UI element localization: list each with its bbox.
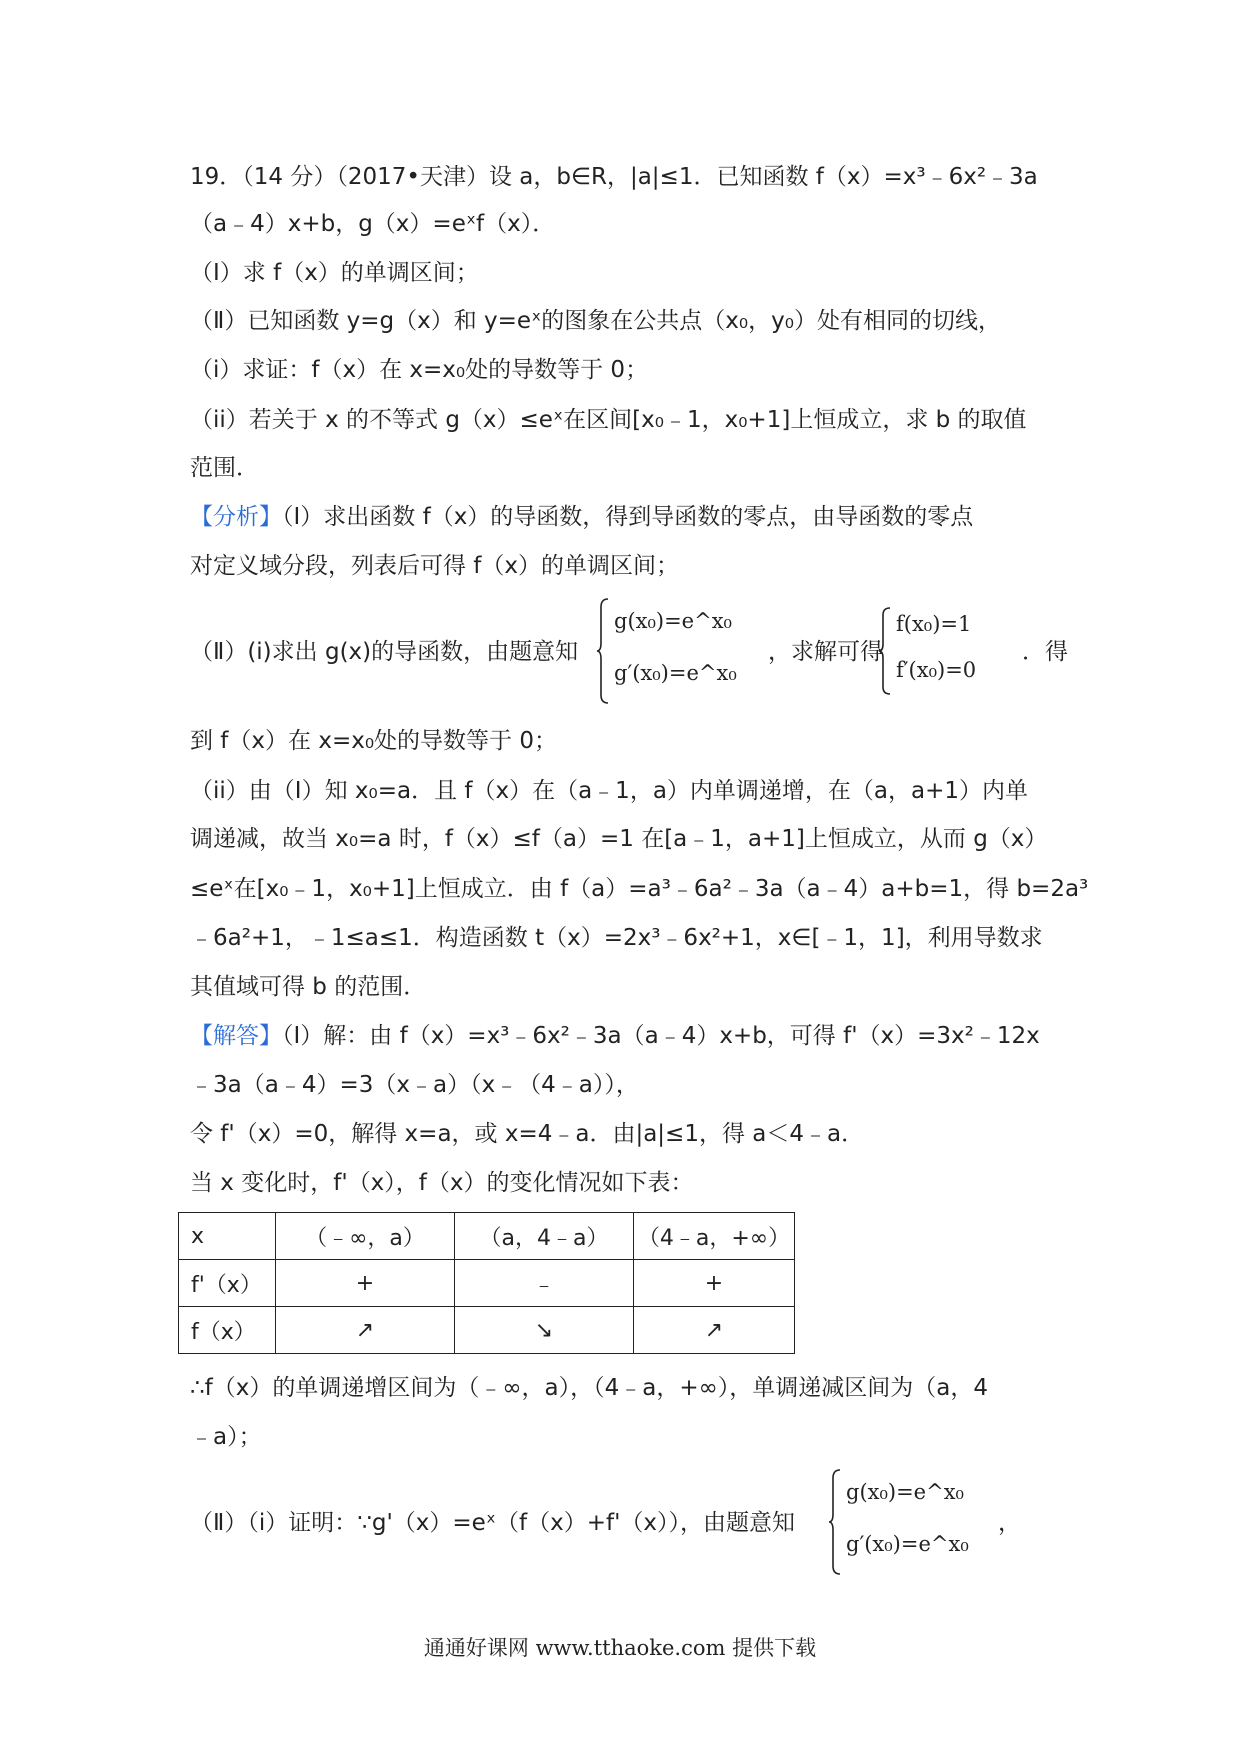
problem-part-2i: （i）求证：f（x）在 x=x₀处的导数等于 0； [190, 357, 649, 383]
analysis-line-1 [190, 500, 973, 534]
system-3-equation-2: g′(x₀)=e^x₀ [846, 1532, 969, 1556]
answer-line-7: （Ⅱ）（i）证明：∵g'（x）=eˣ（f（x）+f'（x）），由题意知 [190, 1510, 796, 1536]
brace-icon [596, 597, 610, 705]
problem-line-1: 19．（14 分）（2017•天津）设 a，b∈R，|a|≤1．已知函数 f（x）=x³﹣6x²﹣3a [190, 164, 1038, 190]
table-cell: ↘ [455, 1307, 634, 1354]
formula-system-2 [878, 606, 1028, 696]
answer-line-4: 当 x 变化时，f'（x），f（x）的变化情况如下表： [190, 1170, 694, 1196]
analysis-line-3-mid: ，求解可得 [768, 639, 883, 665]
formula-system-1 [596, 597, 766, 705]
problem-part-1: （Ⅰ）求 f（x）的单调区间； [190, 260, 479, 286]
table-cell: x [179, 1213, 276, 1260]
answer-line-6: ﹣a）； [190, 1424, 262, 1450]
system-1-equation-1: g(x₀)=e^x₀ [614, 609, 732, 633]
footer-credit: 通通好课网 www.tthaoke.com 提供下载 [423, 1636, 817, 1660]
system-3-equation-1: g(x₀)=e^x₀ [846, 1480, 964, 1504]
analysis-line-9: 其值域可得 b 的范围． [190, 974, 427, 1000]
brace-icon [828, 1468, 842, 1576]
variation-table [178, 1212, 795, 1354]
answer-tag: 【解答】 [190, 1023, 282, 1049]
table-cell: + [634, 1260, 795, 1307]
table-cell: （﹣∞，a） [276, 1213, 455, 1260]
analysis-line-3-end: ．得 [1022, 639, 1068, 665]
analysis-line-2: 对定义域分段，列表后可得 f（x）的单调区间； [190, 553, 680, 579]
problem-part-2ii-b: 范围． [190, 455, 259, 481]
brace-icon [878, 606, 892, 696]
table-cell: （4﹣a，+∞） [634, 1213, 795, 1260]
table-cell: ↗ [276, 1307, 455, 1354]
formula-system-3 [828, 1468, 1008, 1576]
table-cell: ﹣ [455, 1260, 634, 1307]
table-cell: （a，4﹣a） [455, 1213, 634, 1260]
answer-line-7-end: ， [998, 1510, 1021, 1536]
answer-line-3: 令 f'（x）=0，解得 x=a，或 x=4﹣a．由|a|≤1，得 a＜4﹣a． [190, 1121, 865, 1147]
analysis-line-8: ﹣6a²+1，﹣1≤a≤1．构造函数 t（x）=2x³﹣6x²+1，x∈[﹣1，1]，利用导数求 [190, 925, 1043, 951]
table-row [179, 1213, 795, 1260]
problem-part-2: （Ⅱ）已知函数 y=g（x）和 y=eˣ的图象在公共点（x₀，y₀）处有相同的切线， [190, 308, 1001, 334]
answer-line-1 [190, 1019, 1040, 1053]
table-cell: f（x） [179, 1307, 276, 1354]
analysis-line-4: 到 f（x）在 x=x₀处的导数等于 0； [190, 728, 557, 754]
analysis-text-1: （Ⅰ）求出函数 f（x）的导函数，得到导函数的零点，由导函数的零点 [282, 504, 974, 530]
system-1-equation-2: g′(x₀)=e^x₀ [614, 661, 737, 685]
answer-text-1: （Ⅰ）解：由 f（x）=x³﹣6x²﹣3a（a﹣4）x+b，可得 f'（x）=3x²﹣12x [282, 1023, 1040, 1049]
table-cell: ↗ [634, 1307, 795, 1354]
answer-line-2: ﹣3a（a﹣4）=3（x﹣a）（x﹣（4﹣a））， [190, 1072, 639, 1098]
analysis-line-7: ≤eˣ在[x₀﹣1，x₀+1]上恒成立．由 f（a）=a³﹣6a²﹣3a（a﹣4）a+b=1，得 b=2a³ [190, 876, 1089, 902]
analysis-line-6: 调递减，故当 x₀=a 时，f（x）≤f（a）=1 在[a﹣1，a+1]上恒成立，从而 g（x） [190, 826, 1048, 852]
problem-part-2ii-a: （ii）若关于 x 的不等式 g（x）≤eˣ在区间[x₀﹣1，x₀+1]上恒成立，求 b 的取值 [190, 407, 1027, 433]
analysis-line-5: （ii）由（I）知 x₀=a．且 f（x）在（a﹣1，a）内单调递增，在（a，a+1）内单 [190, 778, 1029, 804]
system-2-equation-2: f′(x₀)=0 [896, 658, 977, 682]
problem-line-2: （a﹣4）x+b，g（x）=eˣf（x）． [190, 211, 556, 237]
table-cell: + [276, 1260, 455, 1307]
table-row [179, 1260, 795, 1307]
table-row [179, 1307, 795, 1354]
answer-line-5: ∴f（x）的单调递增区间为（﹣∞，a），（4﹣a，+∞），单调递减区间为（a，4 [190, 1375, 988, 1401]
table-cell: f'（x） [179, 1260, 276, 1307]
analysis-line-3-pre: （Ⅱ）(i)求出 g(x)的导函数，由题意知 [190, 639, 579, 665]
system-2-equation-1: f(x₀)=1 [896, 612, 972, 636]
analysis-tag: 【分析】 [190, 504, 282, 530]
